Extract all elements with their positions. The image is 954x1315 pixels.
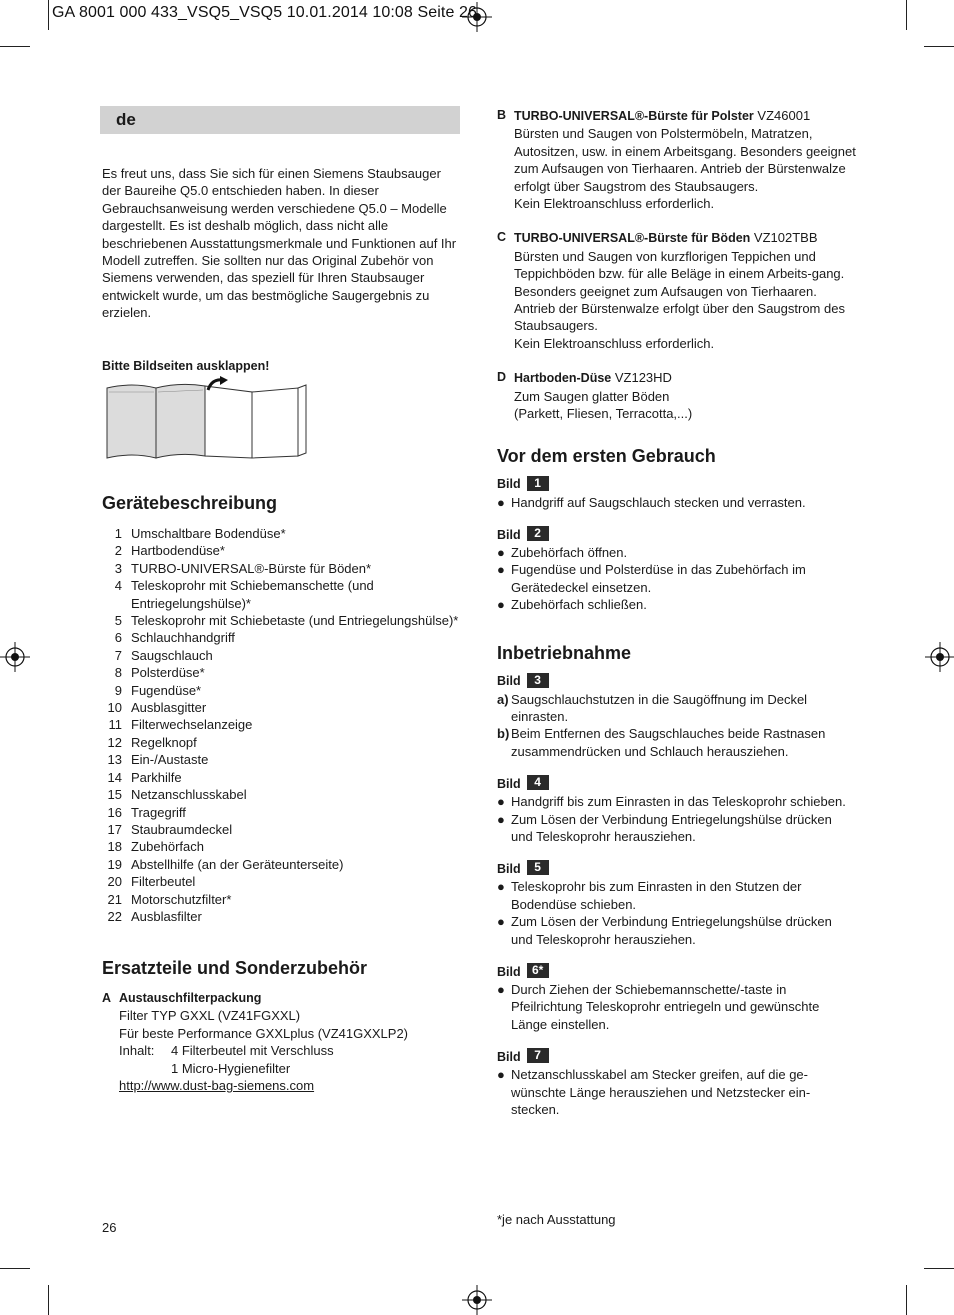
bullet-icon: ● <box>497 811 505 827</box>
item-number: 18 <box>107 839 122 855</box>
bullet-icon: ● <box>497 597 505 613</box>
bild-label: Bild <box>497 861 521 876</box>
device-list-item <box>102 873 462 890</box>
device-list-item <box>102 542 462 559</box>
bild-6-label <box>497 962 857 981</box>
step-text: Beim Entfernen des Saugschlauches beide Rastnasen zusammendrücken und Schlauch herausziehen. <box>511 726 826 759</box>
step-text: Zubehörfach schließen. <box>511 597 647 613</box>
bullet-icon: ● <box>497 879 505 895</box>
bild-1-steps <box>497 494 857 511</box>
bullet-step <box>497 981 857 1033</box>
item-number: 16 <box>107 804 122 820</box>
device-list-item <box>102 856 462 873</box>
item-number: 12 <box>107 734 122 750</box>
item-text: Fugendüse* <box>131 682 202 698</box>
item-text: Schlauchhandgriff <box>131 630 235 646</box>
spare-inhalt <box>119 1042 408 1077</box>
step-text: Netzanschlusskabel am Stecker greifen, auf die ge-wünschte Länge herausziehen und Netzstecker ein-stecken. <box>511 1067 811 1118</box>
bild-number-badge: 1 <box>527 476 549 491</box>
first-use-heading: Vor dem ersten Gebrauch <box>497 445 716 466</box>
device-list-item <box>102 577 462 612</box>
bullet-step <box>497 561 857 596</box>
device-list-item <box>102 664 462 681</box>
device-list-item <box>102 751 462 768</box>
bild-5-steps <box>497 878 857 948</box>
spare-item-d <box>497 369 857 422</box>
device-list-item <box>102 612 462 629</box>
crop-mark <box>0 46 30 47</box>
footnote: *je nach Ausstattung <box>497 1212 616 1227</box>
spare-item-c <box>497 229 857 352</box>
device-list-item <box>102 908 462 925</box>
spare-line: (Parkett, Fliesen, Terracotta,...) <box>514 406 693 422</box>
bild-label: Bild <box>497 674 521 689</box>
item-number: 20 <box>107 874 122 890</box>
device-list-item <box>102 560 462 577</box>
bild-7-label <box>497 1047 857 1066</box>
bild-1-label <box>497 475 857 494</box>
item-number: 6 <box>114 630 122 646</box>
item-number: 1 <box>114 526 122 541</box>
step-text: Saugschlauchstutzen in die Saugöffnung im Deckel einrasten. <box>511 691 808 724</box>
bild-6-steps <box>497 981 857 1033</box>
registration-mark-icon <box>462 1285 492 1315</box>
device-list-item <box>102 804 462 821</box>
item-text: Ein-/Austaste <box>131 752 209 768</box>
bullet-step <box>497 913 857 948</box>
dust-bag-link[interactable]: http://www.dust-bag-siemens.com <box>119 1078 315 1094</box>
item-number: 21 <box>107 891 122 907</box>
device-list-item <box>102 716 462 733</box>
step-text: Teleskoprohr bis zum Einrasten in den Stutzen der Bodendüse schieben. <box>511 879 802 912</box>
crop-mark <box>48 1285 49 1315</box>
device-list-item <box>102 786 462 803</box>
fold-note-text: Bitte Bildseiten ausklappen! <box>102 359 270 373</box>
crop-mark <box>48 0 49 30</box>
page-number: 26 <box>102 1220 117 1235</box>
spare-section <box>102 957 462 1094</box>
fold-note <box>102 357 462 375</box>
step-marker: b) <box>497 726 510 742</box>
bullet-icon: ● <box>497 914 505 930</box>
step-text: Zum Lösen der Verbindung Entriegelungshülse drücken und Teleskoprohr herausziehen. <box>511 914 832 947</box>
item-number: 5 <box>114 613 122 629</box>
device-section <box>102 492 462 925</box>
item-text: Staubraumdeckel <box>131 821 233 837</box>
item-text: Filterbeutel <box>131 874 196 890</box>
spare-code: VZ46001 <box>757 108 811 123</box>
spare-line: Für beste Performance GXXLplus (VZ41GXXLP2) <box>119 1025 409 1041</box>
intro-text: Es freut uns, dass Sie sich für einen Siemens Staubsauger der Baureihe Q5.0 entschieden haben. In dieser Gebrauchsanweisung werden verschiedene Q5.0 – Modelle dargestellt. Es ist deshalb möglich, dass nicht alle beschriebenen Ausstattungsmerkmale und Funktionen auf Ihr Modell zutreffen. Sie sollten nur das Original Zubehör von Siemens verwenden, das speziell für Ihren Staubsauger entwickelt wurde, um das bestmögliche Saugergebnis zu erzielen. <box>102 166 457 321</box>
registration-mark-icon <box>0 642 30 672</box>
bullet-icon: ● <box>497 544 505 560</box>
step-text: Durch Ziehen der Schiebemannschette/-taste in Pfeilrichtung Teleskoprohr entriegeln und gewünschte Länge einstellen. <box>511 982 820 1032</box>
item-text: Parkhilfe <box>131 769 182 785</box>
item-number: 3 <box>114 560 122 576</box>
bild-4-label <box>497 774 857 793</box>
spare-heading: Ersatzteile und Sonderzubehör <box>102 958 368 978</box>
bullet-icon: ● <box>497 562 505 578</box>
bild-label: Bild <box>497 477 521 492</box>
inhalt-line: 1 Micro-Hygienefilter <box>171 1060 291 1076</box>
left-column <box>102 165 462 322</box>
spare-item-b <box>497 107 857 212</box>
device-list-item <box>102 629 462 646</box>
spare-letter: A <box>102 991 112 1005</box>
item-number: 10 <box>107 700 122 716</box>
bullet-step <box>497 544 857 561</box>
device-list-item <box>102 734 462 751</box>
lettered-step <box>497 725 857 760</box>
bild-5-label <box>497 859 857 878</box>
spare-text: Bürsten und Saugen von kurzflorigen Teppichen und Teppichböden bzw. für alle Beläge in einem Arbeits-gang. Besonders geeignet zum Aufsaugen von Tierhaaren. Antrieb der Bürstenwalze erfolgt über den Saugstrom des Staubsaugers. <box>514 248 845 334</box>
bullet-icon: ● <box>497 794 505 810</box>
spare-text: Bürsten und Saugen von Polstermöbeln, Matratzen, Autositzen, usw. in einem Arbeitsgang. Besonders geeignet zum Aufsaugen von Tierhaaren. Antrieb der Bürstenwalze erfolgt über Saugstrom des Staubsaugers. <box>514 126 856 194</box>
fold-out-pages-icon <box>104 376 310 462</box>
item-number: 15 <box>107 787 122 803</box>
spare-title: Austauschfilterpackung <box>119 991 262 1005</box>
item-number: 13 <box>107 752 122 768</box>
device-list-item <box>102 525 462 542</box>
item-text: Netzanschlusskabel <box>131 787 247 803</box>
item-text: Umschaltbare Bodendüse* <box>131 526 286 541</box>
item-number: 11 <box>108 717 122 733</box>
item-number: 4 <box>114 578 122 594</box>
item-text: Abstellhilfe (an der Geräteunterseite) <box>131 856 344 872</box>
item-text: Hartbodendüse* <box>131 543 225 559</box>
spare-item-a <box>102 990 462 1094</box>
bild-number-badge: 4 <box>527 775 549 790</box>
bullet-step <box>497 793 857 810</box>
item-number: 22 <box>107 908 122 924</box>
spare-line: Zum Saugen glatter Böden <box>514 388 670 404</box>
crop-mark <box>924 1268 954 1269</box>
bullet-icon: ● <box>497 494 505 510</box>
item-text: TURBO-UNIVERSAL®-Bürste für Böden* <box>131 560 372 576</box>
bullet-icon: ● <box>497 982 505 997</box>
bullet-icon: ● <box>497 1067 505 1083</box>
print-slug: GA 8001 000 433_VSQ5_VSQ5 10.01.2014 10:08 Seite 26 <box>52 4 477 21</box>
device-heading: Gerätebeschreibung <box>102 493 278 513</box>
bild-label: Bild <box>497 527 521 542</box>
step-text: Zubehörfach öffnen. <box>511 544 628 560</box>
bild-2-steps <box>497 544 857 614</box>
device-list-item <box>102 699 462 716</box>
item-number: 2 <box>114 543 122 559</box>
spare-line: Filter TYP GXXL (VZ41FGXXL) <box>119 1008 301 1024</box>
device-list-item <box>102 891 462 908</box>
item-text: Teleskoprohr mit Schiebemanschette (und Entriegelungshülse)* <box>131 578 374 611</box>
bild-number-badge: 7 <box>527 1048 549 1063</box>
crop-mark <box>906 0 907 30</box>
item-number: 9 <box>114 682 122 698</box>
bullet-step <box>497 1066 857 1118</box>
spare-note: Kein Elektroanschluss erforderlich. <box>514 196 715 212</box>
bullet-step <box>497 494 857 511</box>
device-list-item <box>102 821 462 838</box>
spare-note: Kein Elektroanschluss erforderlich. <box>514 335 715 351</box>
item-text: Regelknopf <box>131 734 197 750</box>
spare-letter: C <box>497 230 507 245</box>
bild-number-badge: 6* <box>527 963 549 978</box>
device-list-item <box>102 769 462 786</box>
bild-number-badge: 2 <box>527 526 549 541</box>
inhalt-label: Inhalt: <box>119 1043 155 1059</box>
spare-title: Hartboden-Düse <box>514 371 612 386</box>
item-number: 19 <box>107 856 122 872</box>
item-text: Motorschutzfilter* <box>131 891 232 907</box>
language-code: de <box>116 110 136 129</box>
item-text: Polsterdüse* <box>131 665 205 681</box>
bild-number-badge: 5 <box>527 860 549 875</box>
inhalt-line: 4 Filterbeutel mit Verschluss <box>171 1043 334 1059</box>
item-number: 17 <box>107 821 122 837</box>
startup-heading: Inbetriebnahme <box>497 642 632 663</box>
bild-7-steps <box>497 1066 857 1118</box>
spare-title: TURBO-UNIVERSAL®-Bürste für Böden <box>514 231 751 246</box>
item-text: Filterwechselanzeige <box>131 717 253 733</box>
crop-mark <box>0 1268 30 1269</box>
item-number: 14 <box>107 769 122 785</box>
item-text: Teleskoprohr mit Schiebetaste (und Entriegelungshülse)* <box>131 613 459 629</box>
bild-3-label <box>497 672 857 691</box>
bild-label: Bild <box>497 776 521 791</box>
item-text: Ausblasfilter <box>131 908 202 924</box>
item-number: 7 <box>114 647 122 663</box>
bild-label: Bild <box>497 964 521 979</box>
bild-number-badge: 3 <box>527 673 549 688</box>
spare-title: TURBO-UNIVERSAL®-Bürste für Polster <box>514 109 754 123</box>
bild-4-steps <box>497 793 857 845</box>
crop-mark <box>906 1285 907 1315</box>
bild-label: Bild <box>497 1049 521 1064</box>
step-marker: a) <box>497 691 509 707</box>
bullet-step <box>497 596 857 613</box>
bullet-step <box>497 878 857 913</box>
device-list-item <box>102 682 462 699</box>
spare-code: VZ123HD <box>614 370 672 386</box>
step-text: Handgriff auf Saugschlauch stecken und verrasten. <box>511 494 806 510</box>
step-text: Handgriff bis zum Einrasten in das Teleskoprohr schieben. <box>511 794 846 810</box>
item-text: Ausblasgitter <box>131 700 207 716</box>
bild-3-steps <box>497 691 857 761</box>
crop-mark <box>924 46 954 47</box>
bild-2-label <box>497 525 857 544</box>
step-text: Fugendüse und Polsterdüse in das Zubehörfach im Gerätedeckel einsetzen. <box>511 562 806 595</box>
right-column <box>497 107 857 1118</box>
item-text: Tragegriff <box>131 804 186 820</box>
bullet-step <box>497 811 857 846</box>
item-text: Zubehörfach <box>131 839 204 855</box>
item-text: Saugschlauch <box>131 647 213 663</box>
step-text: Zum Lösen der Verbindung Entriegelungshülse drücken und Teleskoprohr herausziehen. <box>511 811 832 844</box>
device-list <box>102 525 462 925</box>
item-number: 8 <box>114 665 122 681</box>
lettered-step <box>497 691 857 726</box>
spare-letter: D <box>497 370 507 385</box>
spare-code: VZ102TBB <box>753 230 818 246</box>
spare-letter: B <box>497 108 507 122</box>
device-list-item <box>102 838 462 855</box>
registration-mark-icon <box>925 642 954 672</box>
device-list-item <box>102 647 462 664</box>
language-tab <box>100 106 460 134</box>
